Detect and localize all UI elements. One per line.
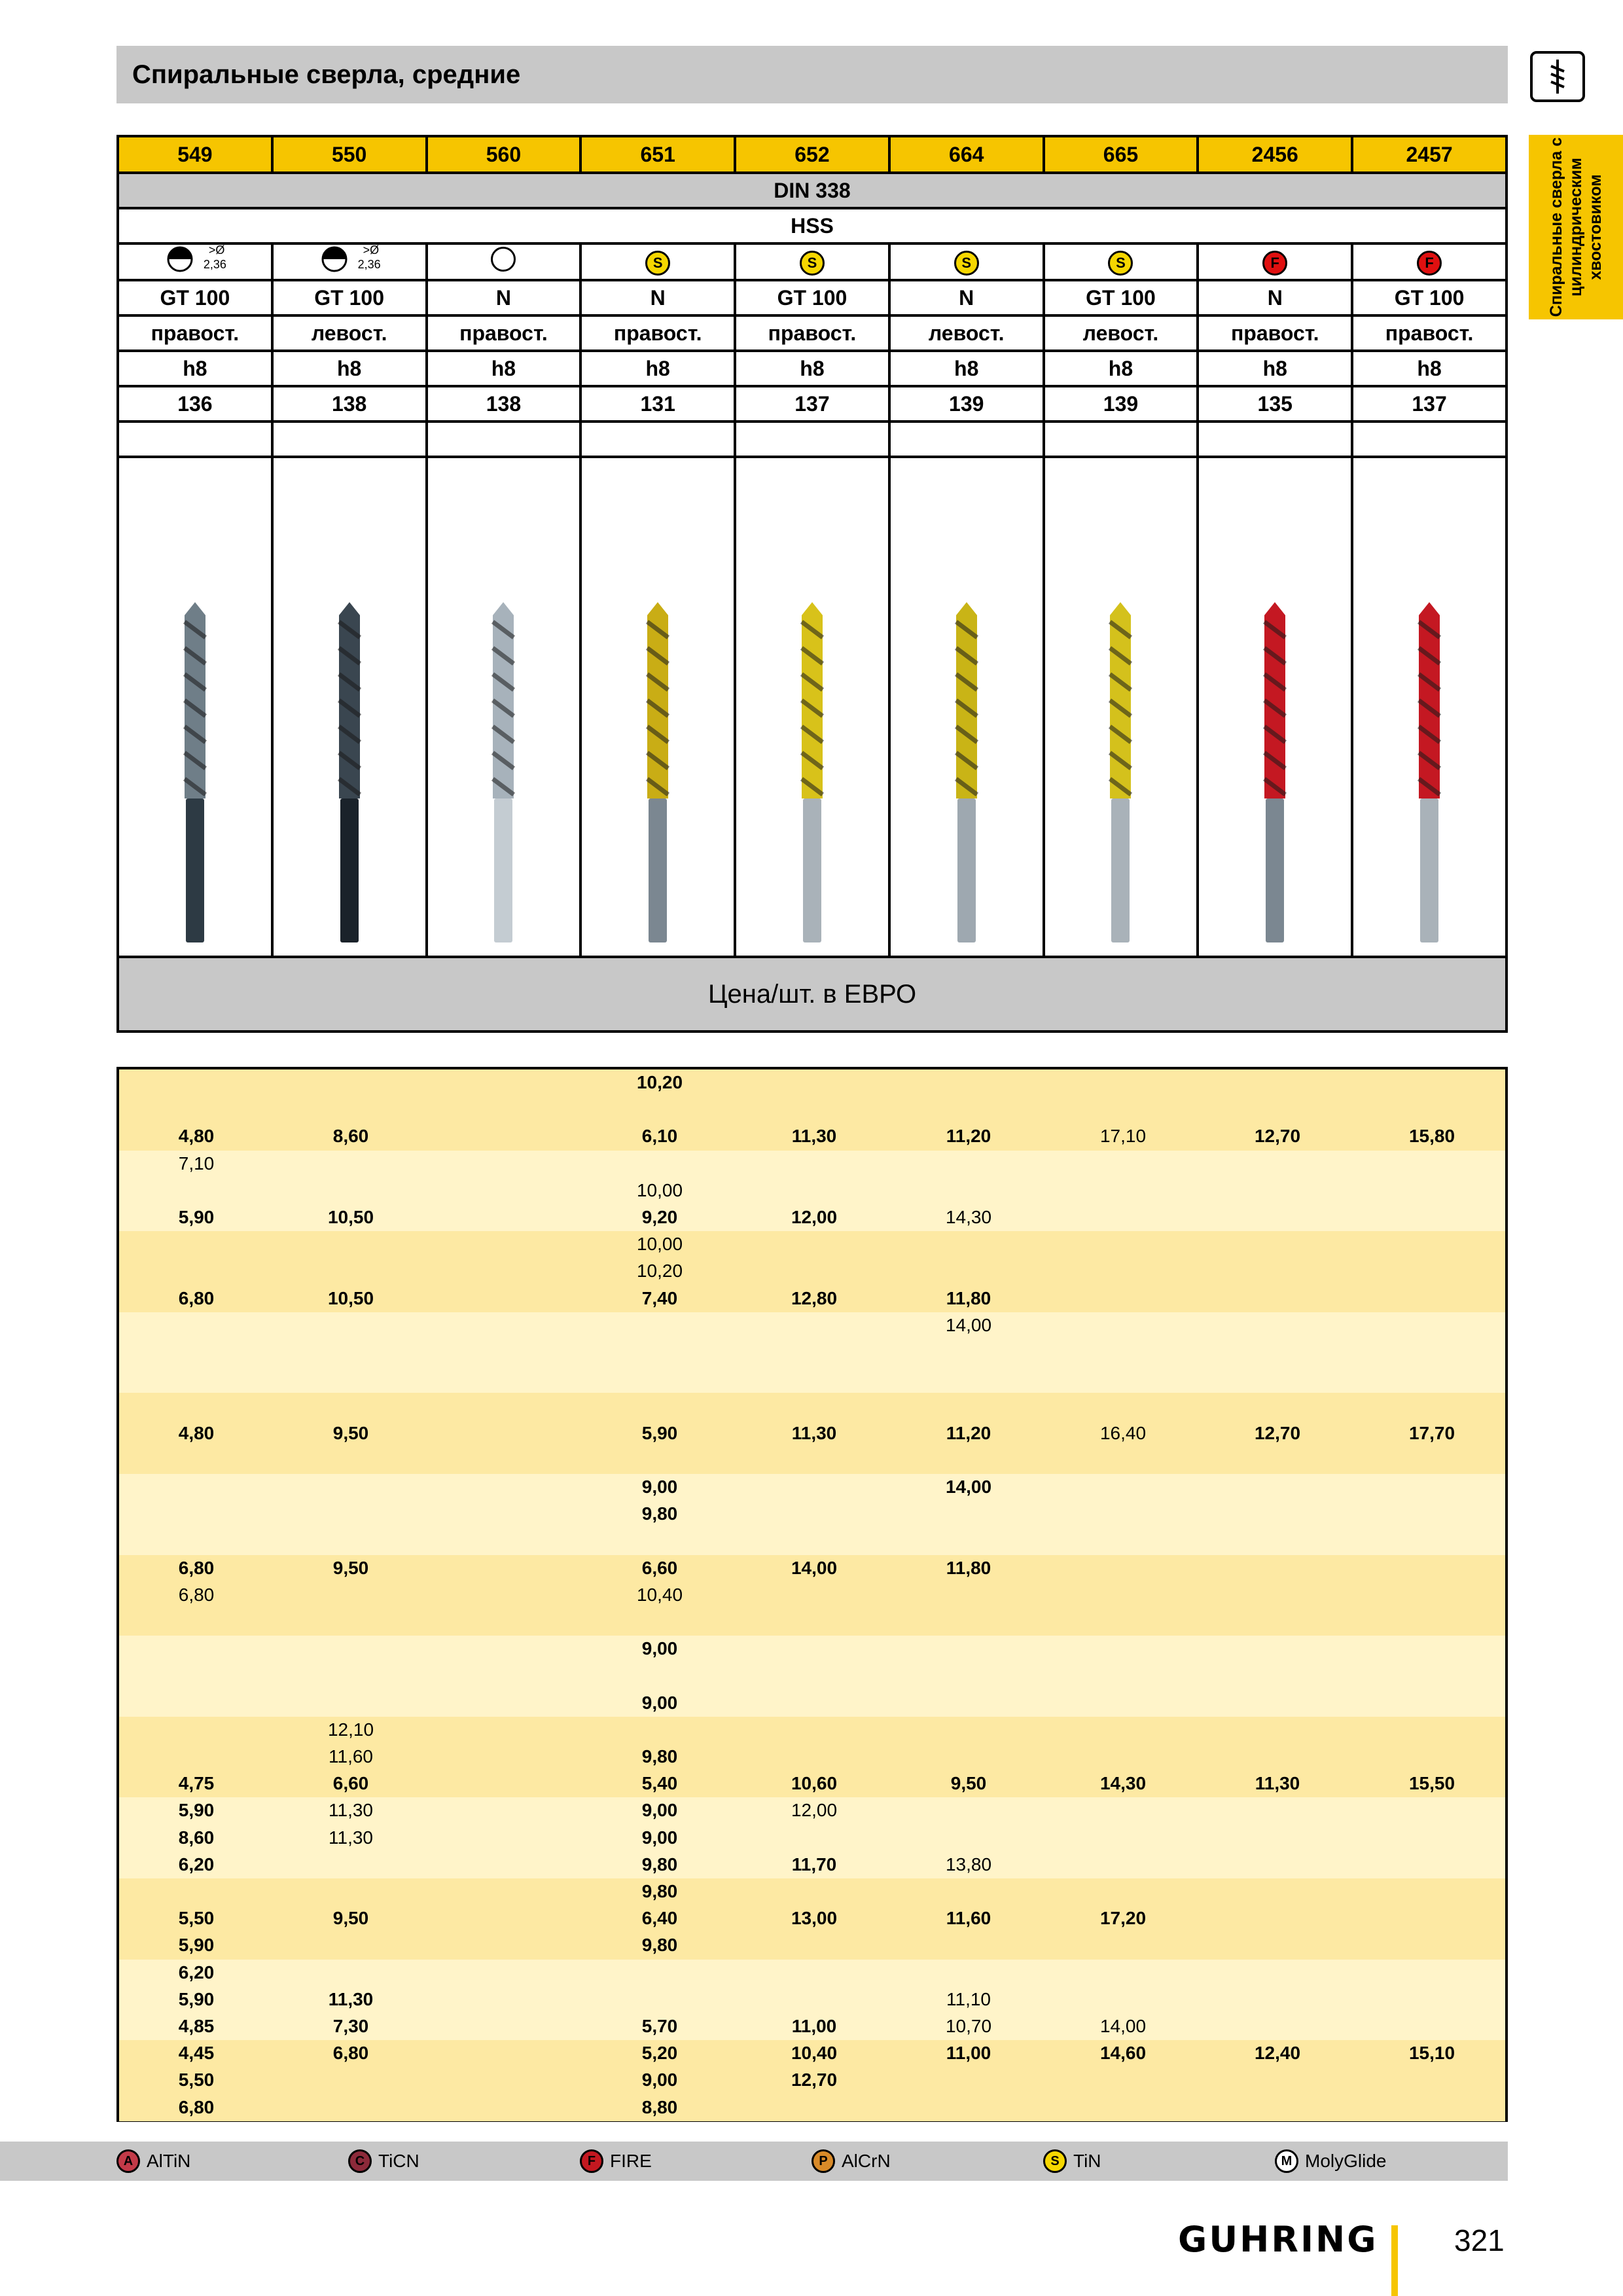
price-cell: 9,50 — [332, 1422, 369, 1443]
price-cell: 8,80 — [641, 2096, 678, 2117]
price-cell: 11,30 — [329, 1800, 373, 1821]
price-cell: 5,90 — [178, 1988, 215, 2009]
price-cell: 14,00 — [945, 1477, 992, 1497]
article-number: 560 — [427, 136, 581, 173]
price-cell: 6,80 — [178, 1287, 215, 1308]
price-cell: 6,20 — [178, 1854, 215, 1874]
page-ref-cell: 139 — [889, 386, 1044, 422]
price-cell: 14,30 — [945, 1207, 992, 1227]
material-row — [118, 208, 1507, 243]
tolerance-cell: h8 — [1198, 351, 1352, 386]
price-cell: 15,50 — [1408, 1773, 1455, 1794]
drill-image-row — [118, 457, 1507, 957]
price-cell: 10,70 — [945, 2016, 992, 2036]
price-grid — [116, 1067, 1508, 2122]
coating-icon: P — [812, 2149, 835, 2173]
coating-symbol-cell — [1352, 243, 1507, 280]
price-cell: 11,80 — [946, 1557, 991, 1578]
type-cell: N — [580, 280, 735, 315]
drill-icon — [169, 602, 221, 942]
coating-icon: M — [1275, 2149, 1298, 2173]
price-cell: 4,75 — [178, 1773, 215, 1794]
coating-legend — [0, 2142, 1508, 2181]
price-cell: 4,80 — [178, 1422, 215, 1443]
coating-icon: S — [645, 251, 670, 276]
standard-label: DIN 338 — [118, 173, 1507, 208]
price-cell: 9,00 — [641, 1827, 678, 1848]
price-cell: 16,40 — [1099, 1422, 1147, 1443]
direction-cell: правост. — [118, 315, 272, 351]
coating-symbol-cell — [272, 243, 427, 280]
price-cell: 9,80 — [641, 1854, 678, 1874]
price-cell: 7,30 — [332, 2016, 369, 2036]
diameter-value: 2,36 — [357, 258, 381, 271]
drill-image-cell — [580, 457, 735, 957]
price-cell: 4,45 — [178, 2043, 215, 2064]
blank-cell — [1352, 422, 1507, 457]
coating-icon: S — [1043, 2149, 1067, 2173]
price-cell: 14,60 — [1099, 2043, 1147, 2064]
price-cell: 11,70 — [791, 1854, 837, 1874]
type-cell: GT 100 — [118, 280, 272, 315]
drill-icon — [323, 602, 376, 942]
price-band — [119, 1312, 1505, 1393]
article-number: 664 — [889, 136, 1044, 173]
coating-icon: S — [954, 251, 979, 276]
tolerance-cell: h8 — [427, 351, 581, 386]
price-cell: 11,00 — [791, 2016, 837, 2036]
article-number: 652 — [735, 136, 889, 173]
coating-icon: C — [348, 2149, 372, 2173]
legend-label: AlCrN — [842, 2151, 891, 2171]
product-spec-table — [116, 135, 1508, 1033]
tolerance-cell: h8 — [580, 351, 735, 386]
coating-icon — [491, 247, 516, 272]
price-cell: 11,30 — [791, 1126, 837, 1147]
price-cell: 11,60 — [946, 1908, 991, 1929]
page-ref-cell: 137 — [1352, 386, 1507, 422]
direction-cell: правост. — [735, 315, 889, 351]
price-cell: 7,10 — [178, 1153, 215, 1174]
price-cell: 5,90 — [178, 1207, 215, 1227]
price-cell: 14,00 — [791, 1557, 838, 1578]
direction-cell: правост. — [1198, 315, 1352, 351]
drill-image-cell — [118, 457, 272, 957]
coating-symbol-cell — [427, 243, 581, 280]
page-ref-row — [118, 386, 1507, 422]
direction-cell: правост. — [1352, 315, 1507, 351]
tolerance-cell: h8 — [735, 351, 889, 386]
price-cell: 11,60 — [329, 1746, 373, 1767]
price-cell: 10,00 — [636, 1179, 683, 1200]
price-cell: 13,00 — [791, 1908, 838, 1929]
tolerance-cell: h8 — [1352, 351, 1507, 386]
blank-cell — [735, 422, 889, 457]
price-cell: 11,10 — [946, 1988, 991, 2009]
diameter-label: >Ø — [363, 243, 380, 257]
direction-cell: правост. — [580, 315, 735, 351]
type-cell: N — [1198, 280, 1352, 315]
page-ref-cell: 136 — [118, 386, 272, 422]
drill-image-cell — [1198, 457, 1352, 957]
price-header: Цена/шт. в ЕВРО — [118, 957, 1507, 1031]
price-cell: 17,10 — [1099, 1126, 1147, 1147]
side-tab-label: Спиральные сверла с цилиндрическим хвостовиком — [1547, 137, 1605, 317]
price-cell: 15,80 — [1408, 1126, 1455, 1147]
price-cell: 11,00 — [946, 2043, 991, 2064]
price-cell: 9,20 — [641, 1207, 678, 1227]
direction-cell: левост. — [272, 315, 427, 351]
price-band — [119, 1474, 1505, 1555]
price-cell: 9,80 — [641, 1881, 678, 1901]
price-cell: 10,40 — [636, 1584, 683, 1605]
direction-row — [118, 315, 1507, 351]
diameter-value: 2,36 — [203, 258, 226, 271]
price-cell: 5,40 — [641, 1773, 678, 1794]
price-cell: 6,80 — [178, 2096, 215, 2117]
blank-cell — [427, 422, 581, 457]
price-cell: 11,30 — [328, 1988, 374, 2009]
type-cell: N — [889, 280, 1044, 315]
price-cell: 12,70 — [1254, 1422, 1301, 1443]
drill-image-cell — [272, 457, 427, 957]
price-cell: 9,00 — [641, 1692, 678, 1713]
coating-symbol-cell — [735, 243, 889, 280]
price-cell: 9,80 — [641, 1503, 678, 1524]
drill-icon — [1403, 602, 1455, 942]
drill-image-cell — [1044, 457, 1198, 957]
article-number: 550 — [272, 136, 427, 173]
price-cell: 9,00 — [641, 1477, 678, 1497]
drill-icon — [1094, 602, 1147, 942]
page-ref-cell: 138 — [427, 386, 581, 422]
price-cell: 5,50 — [178, 2070, 215, 2090]
price-cell: 11,20 — [946, 1126, 991, 1147]
price-cell: 11,80 — [946, 1287, 991, 1308]
price-cell: 11,30 — [1255, 1773, 1300, 1794]
coating-symbol-cell — [889, 243, 1044, 280]
tolerance-cell: h8 — [889, 351, 1044, 386]
price-cell: 14,00 — [945, 1314, 992, 1335]
page-ref-cell: 138 — [272, 386, 427, 422]
page-ref-cell: 131 — [580, 386, 735, 422]
price-cell: 5,90 — [641, 1422, 678, 1443]
coating-symbol-cell — [580, 243, 735, 280]
drill-icon — [477, 602, 529, 942]
blank-cell — [889, 422, 1044, 457]
blank-cell — [1044, 422, 1198, 457]
type-cell: GT 100 — [735, 280, 889, 315]
coating-symbol-cell — [118, 243, 272, 280]
coating-icon: F — [580, 2149, 603, 2173]
drill-image-cell — [889, 457, 1044, 957]
price-cell: 9,50 — [332, 1908, 369, 1929]
price-cell: 12,00 — [791, 1207, 838, 1227]
price-cell: 15,10 — [1408, 2043, 1455, 2064]
price-cell: 11,30 — [791, 1422, 837, 1443]
price-cell: 12,10 — [327, 1719, 374, 1740]
price-cell: 11,20 — [946, 1422, 991, 1443]
type-cell: N — [427, 280, 581, 315]
point-geometry-icon — [166, 245, 224, 274]
price-cell: 10,50 — [327, 1287, 374, 1308]
tolerance-row — [118, 351, 1507, 386]
price-cell: 14,00 — [1099, 2016, 1147, 2036]
price-cell: 13,80 — [945, 1854, 992, 1874]
price-cell: 9,00 — [641, 1800, 678, 1821]
blank-cell — [118, 422, 272, 457]
page-ref-cell: 139 — [1044, 386, 1198, 422]
coating-icon: S — [1108, 251, 1133, 276]
article-number: 549 — [118, 136, 272, 173]
price-cell: 5,70 — [641, 2016, 678, 2036]
legend-item — [348, 2142, 419, 2181]
blank-cell — [272, 422, 427, 457]
price-cell: 10,20 — [636, 1072, 683, 1092]
legend-item — [1275, 2142, 1386, 2181]
coating-symbol-cell — [1044, 243, 1198, 280]
price-cell: 12,00 — [791, 1800, 838, 1821]
type-cell: GT 100 — [1044, 280, 1198, 315]
price-cell: 10,20 — [636, 1261, 683, 1282]
price-cell: 9,00 — [641, 1638, 678, 1659]
article-number: 651 — [580, 136, 735, 173]
drill-category-icon — [1530, 51, 1585, 102]
legend-item — [116, 2142, 190, 2181]
standard-row — [118, 173, 1507, 208]
page-ref-cell: 135 — [1198, 386, 1352, 422]
price-cell: 12,80 — [791, 1287, 838, 1308]
article-number: 2457 — [1352, 136, 1507, 173]
price-cell: 6,80 — [332, 2043, 369, 2064]
price-cell: 17,20 — [1099, 1908, 1147, 1929]
diameter-label: >Ø — [208, 243, 225, 257]
drill-icon — [1249, 602, 1301, 942]
price-cell: 9,80 — [641, 1746, 678, 1767]
price-cell: 5,50 — [178, 1908, 215, 1929]
drill-image-cell — [735, 457, 889, 957]
blank-cell — [1198, 422, 1352, 457]
price-cell: 6,20 — [178, 1962, 215, 1982]
article-number: 665 — [1044, 136, 1198, 173]
coating-icon: F — [1417, 251, 1442, 276]
drill-image-cell — [427, 457, 581, 957]
price-cell: 10,60 — [791, 1773, 838, 1794]
page-ref-cell: 137 — [735, 386, 889, 422]
price-cell: 6,40 — [641, 1908, 678, 1929]
coating-icon: A — [116, 2149, 140, 2173]
legend-label: TiN — [1073, 2151, 1101, 2171]
blank-row — [118, 422, 1507, 457]
coating-icon: S — [800, 251, 825, 276]
price-cell: 12,40 — [1254, 2043, 1301, 2064]
brand-logo: GUHRING — [1178, 2219, 1378, 2260]
price-cell: 7,40 — [641, 1287, 678, 1308]
price-cell: 4,80 — [178, 1126, 215, 1147]
price-cell: 10,50 — [327, 1207, 374, 1227]
coating-symbol-cell — [1198, 243, 1352, 280]
price-cell: 6,10 — [641, 1126, 678, 1147]
price-cell: 9,00 — [641, 2070, 678, 2090]
price-cell: 6,60 — [332, 1773, 369, 1794]
page-title: Спиральные сверла, средние — [116, 46, 1508, 103]
legend-item — [580, 2142, 652, 2181]
price-cell: 12,70 — [1254, 1126, 1301, 1147]
price-cell: 9,80 — [641, 1935, 678, 1956]
legend-label: FIRE — [610, 2151, 652, 2171]
price-cell: 8,60 — [178, 1827, 215, 1848]
drill-icon — [632, 602, 684, 942]
legend-item — [1043, 2142, 1101, 2181]
price-cell: 5,90 — [178, 1800, 215, 1821]
type-cell: GT 100 — [1352, 280, 1507, 315]
point-geometry-icon — [320, 245, 379, 274]
legend-label: AlTiN — [147, 2151, 191, 2171]
tolerance-cell: h8 — [118, 351, 272, 386]
tolerance-cell: h8 — [1044, 351, 1198, 386]
brand-accent-bar — [1391, 2225, 1398, 2296]
blank-cell — [580, 422, 735, 457]
material-label: HSS — [118, 208, 1507, 243]
price-cell: 8,60 — [332, 1126, 369, 1147]
price-cell: 5,20 — [641, 2043, 678, 2064]
direction-cell: правост. — [427, 315, 581, 351]
type-cell: GT 100 — [272, 280, 427, 315]
price-cell: 9,50 — [950, 1773, 987, 1794]
section-side-tab — [1529, 135, 1623, 319]
direction-cell: левост. — [889, 315, 1044, 351]
tolerance-cell: h8 — [272, 351, 427, 386]
direction-cell: левост. — [1044, 315, 1198, 351]
drill-icon — [786, 602, 838, 942]
type-row — [118, 280, 1507, 315]
price-cell: 9,50 — [332, 1557, 369, 1578]
coating-symbol-row — [118, 243, 1507, 280]
price-cell: 6,80 — [178, 1584, 215, 1605]
price-band — [119, 1636, 1505, 1717]
price-header-row — [118, 957, 1507, 1031]
price-cell: 10,40 — [791, 2043, 838, 2064]
price-cell: 11,30 — [329, 1827, 373, 1848]
drill-image-cell — [1352, 457, 1507, 957]
legend-item — [812, 2142, 891, 2181]
article-number-row — [118, 136, 1507, 173]
coating-icon: F — [1262, 251, 1287, 276]
page-number: 321 — [1454, 2223, 1505, 2257]
legend-label: MolyGlide — [1305, 2151, 1387, 2171]
article-number: 2456 — [1198, 136, 1352, 173]
price-cell: 14,30 — [1099, 1773, 1147, 1794]
price-cell: 12,70 — [791, 2070, 838, 2090]
price-cell: 6,60 — [641, 1557, 678, 1578]
price-cell: 6,80 — [178, 1557, 215, 1578]
price-cell: 17,70 — [1408, 1422, 1455, 1443]
drill-icon — [940, 602, 993, 942]
price-cell: 10,00 — [636, 1234, 683, 1255]
legend-label: TiCN — [378, 2151, 419, 2171]
price-cell: 5,90 — [178, 1935, 215, 1956]
price-cell: 4,85 — [178, 2016, 215, 2036]
